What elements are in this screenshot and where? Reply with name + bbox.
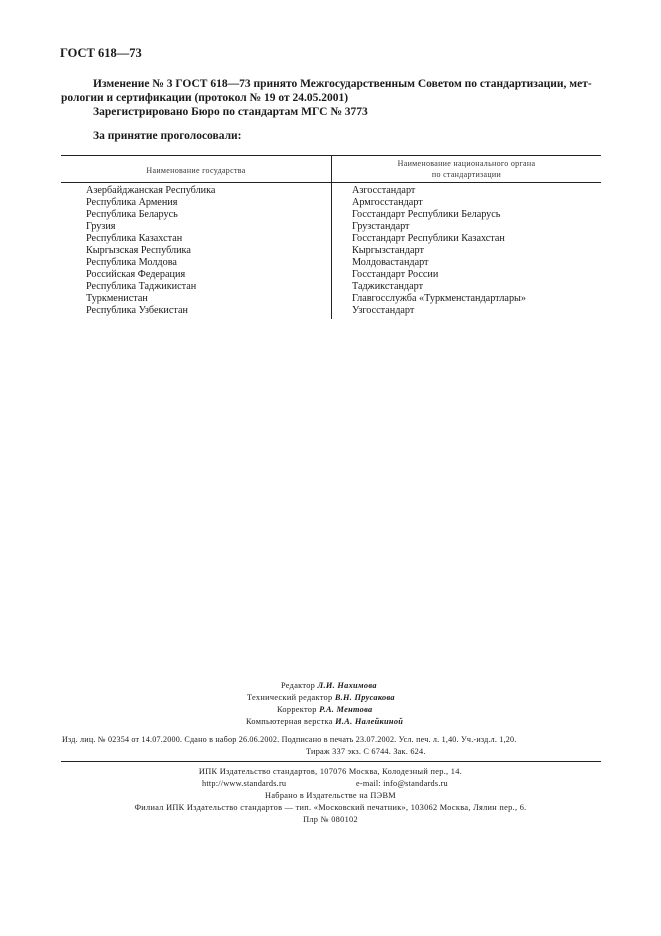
publisher-line-3: Набрано в Издательстве на ПЭВМ [265, 791, 396, 800]
table-row-organ: Молдовастандарт [352, 257, 429, 268]
table-row-state: Республика Беларусь [86, 209, 178, 220]
table-row-organ: Узгосстандарт [352, 305, 415, 316]
credit-corrector [277, 705, 373, 714]
table-row-state: Республика Узбекистан [86, 305, 188, 316]
table-row-organ: Армгосстандарт [352, 197, 423, 208]
column-header-organ-line-2: по стандартизации [431, 170, 502, 179]
credit-layout-name: И.А. Налейкиной [335, 717, 404, 726]
imprint-line-1: Изд. лиц. № 02354 от 14.07.2000. Сдано в набор 26.06.2002. Подписано в печать 23.07.2002. Усл. печ. л. 1,40. Уч.-изд.л. 1,20. [62, 735, 517, 744]
table-row-state: Республика Казахстан [86, 233, 183, 244]
credit-tech-editor [247, 693, 395, 702]
credit-editor [281, 681, 377, 690]
table-row-organ: Грузстандарт [352, 221, 410, 232]
table-row-state: Республика Таджикистан [86, 281, 197, 292]
amendment-line-1: Изменение № 3 ГОСТ 618—73 принято Межгосударственным Советом по стандартизации, мет- [93, 78, 592, 90]
credit-corrector-label: Корректор [277, 705, 317, 714]
amendment-line-2: рологии и сертификации (протокол № 19 от 24.05.2001) [61, 92, 349, 104]
credit-tech-editor-label: Технический редактор [247, 693, 333, 702]
table-row-state: Грузия [86, 221, 116, 232]
table-row-organ: Кыргызстандарт [352, 245, 424, 256]
table-row-state: Республика Молдова [86, 257, 177, 268]
publisher-line-4: Филиал ИПК Издательство стандартов — тип. «Московский печатник», 103062 Москва, Лялин пер., 6. [134, 803, 527, 812]
table-row-state: Российская Федерация [86, 269, 186, 280]
table-row-state: Туркменистан [86, 293, 148, 304]
publisher-website[interactable]: http://www.standards.ru [202, 779, 287, 788]
credit-editor-label: Редактор [281, 681, 316, 690]
table-row-organ: Таджикстандарт [352, 281, 424, 292]
amendment-registration: Зарегистрировано Бюро по стандартам МГС № 3773 [93, 106, 368, 118]
document-code: ГОСТ 618—73 [60, 46, 142, 60]
imprint-line-2: Тираж 337 экз. С 6744. Зак. 624. [306, 747, 426, 756]
credit-editor-name: Л.И. Нахимова [317, 681, 377, 690]
credit-layout-label: Компьютерная верстка [246, 717, 333, 726]
publisher-line-1: ИПК Издательство стандартов, 107076 Москва, Колодезный пер., 14. [198, 767, 463, 776]
table-row-organ: Главгосслужба «Туркменстандартлары» [352, 293, 526, 304]
table-row-state: Республика Армения [86, 197, 178, 208]
column-header-organ [332, 158, 601, 180]
column-header-organ-line-1: Наименование национального органа [397, 159, 536, 168]
table-row-organ: Азгосстандарт [352, 185, 416, 196]
table-row-organ: Госстандарт России [352, 269, 439, 280]
table-row-organ: Госстандарт Республики Беларусь [352, 209, 501, 220]
table-row-state: Кыргызская Республика [86, 245, 191, 256]
credit-corrector-name: Р.А. Ментова [319, 705, 373, 714]
credit-tech-editor-name: В.Н. Прусакова [334, 693, 395, 702]
voted-heading: За принятие проголосовали: [93, 130, 242, 142]
publisher-email[interactable]: e-mail: info@standards.ru [356, 779, 448, 788]
publisher-line-5: Плр № 080102 [303, 815, 358, 824]
table-row-state: Азербайджанская Республика [86, 185, 216, 196]
imprint-rule [61, 761, 601, 762]
credit-layout [246, 717, 403, 726]
table-row-organ: Госстандарт Республики Казахстан [352, 233, 505, 244]
column-header-state: Наименование государства [146, 166, 246, 175]
